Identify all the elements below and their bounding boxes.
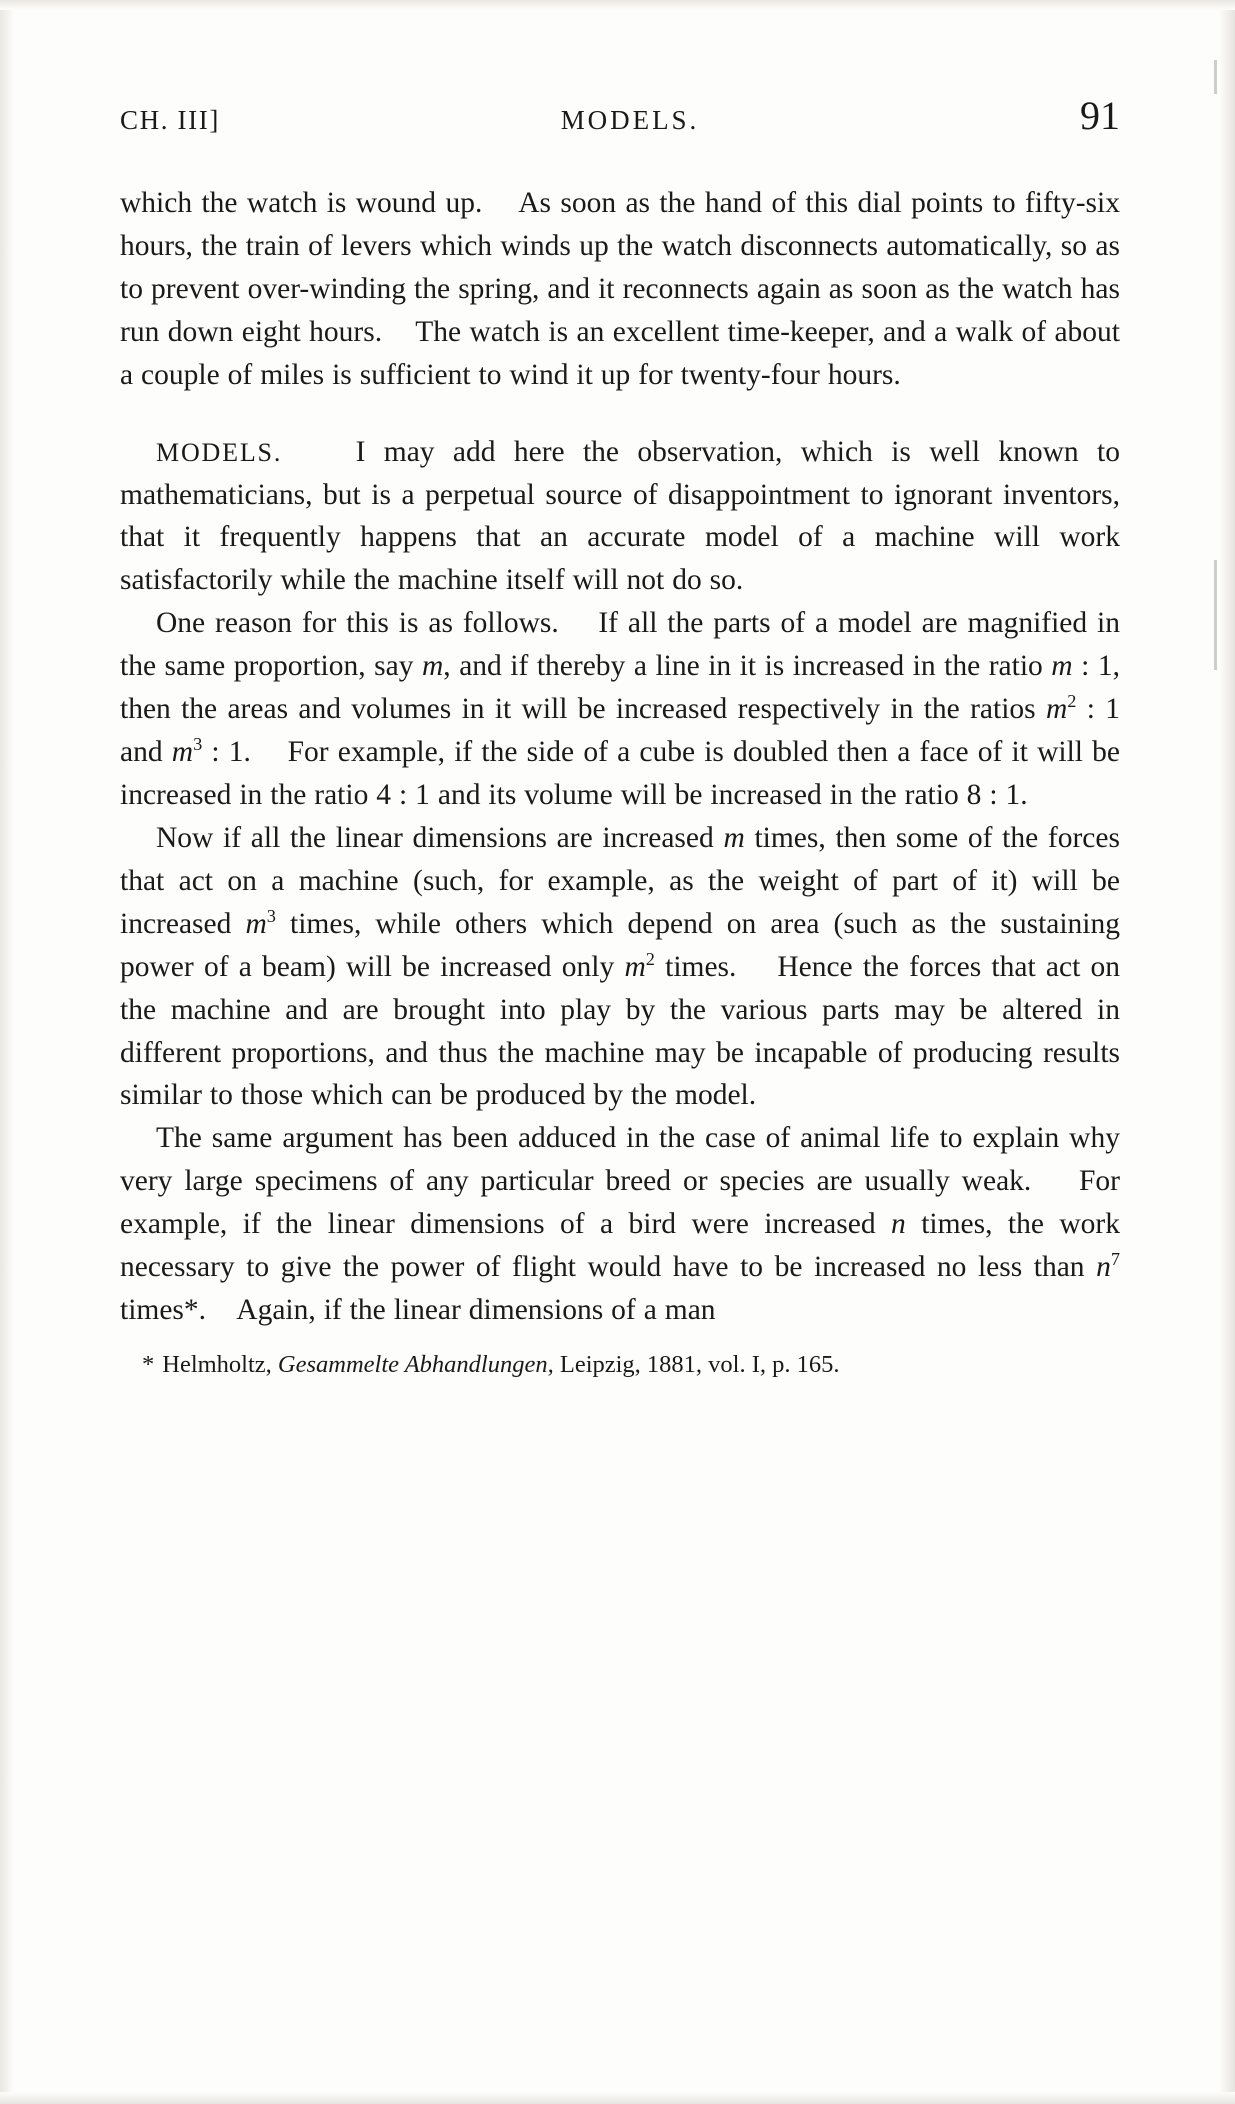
paragraph-now-if-all: Now if all the linear dimensions are increased m times, then some of the forces that act on a machine (such, for example, as the weight of part of it) will be increased $m^3$ times, while others which depend on area (such as the sustaining power of a beam) will be increased only $m^2$ times. Hence the forces that act on the machine and are brought into play by the various parts may be altered in different proportions, and thus the machine may be incapable of producing results similar to those which can be produced by the model. [120, 821, 1120, 1112]
running-head [120, 93, 1120, 138]
page-content [120, 93, 1121, 1382]
page-edge-right [1219, 0, 1235, 2104]
margin-mark-top [1214, 60, 1217, 94]
page-edge-top [0, 0, 1235, 10]
section-heading-models: MODELS. [156, 437, 283, 467]
page-number: 91 [1079, 93, 1120, 138]
paragraph-same-argument: The same argument has been adduced in the case of animal life to explain why very large specimens of any particular breed or species are usually weak. For example, if the linear dimensions of a bird were increased n times, the work necessary to give the power of flight would have to be increased no less than $n^7$ times*. Again, if the linear dimensions of a man [120, 1122, 1120, 1327]
running-head-chapter: CH. III] [120, 105, 220, 135]
page-edge-bottom [0, 2092, 1235, 2104]
paragraph-watch: which the watch is wound up. As soon as the hand of this dial points to fifty-six hours, the train of levers which winds up the watch disconnects automatically, so as to prevent over-winding the spring, and it reconnects again as soon as the watch has run down eight hours. The watch is an excellent time-keeper, and a walk of about a couple of miles is sufficient to wind it up for twenty-four hours. [120, 187, 1120, 391]
footnote-work-title: Gesammelte Abhandlungen, [277, 1350, 554, 1378]
running-head-title: MODELS. [560, 105, 700, 135]
footnote [120, 1348, 1120, 1382]
paragraph-one-reason: One reason for this is as follows. If all the parts of a model are magnified in the same proportion, say m, and if thereby a line in it is increased in the ratio m : 1, then the areas and volumes in it will be increased respectively in the ratios $m^2$ : 1 and $m^3$ : 1. For example, if the side of a cube is doubled then a face of it will be increased in the ratio 4 : 1 and its volume will be increased in the ratio 8 : 1. [120, 607, 1121, 811]
page-edge-left [0, 0, 14, 2104]
paragraph-models: MODELS. I may add here the observation, which is well known to mathematicians, but is a perpetual source of disappointment to ignorant inventors, that it frequently happens that an accurate model of a machine will work satisfactorily while the machine itself will not do so. [120, 435, 1120, 597]
footnote-author: Helmholtz, [162, 1350, 272, 1378]
footnote-publication: Leipzig, 1881, vol. I, p. 165. [559, 1350, 840, 1378]
footnote-marker: * [142, 1350, 155, 1378]
margin-mark-middle [1214, 560, 1217, 670]
